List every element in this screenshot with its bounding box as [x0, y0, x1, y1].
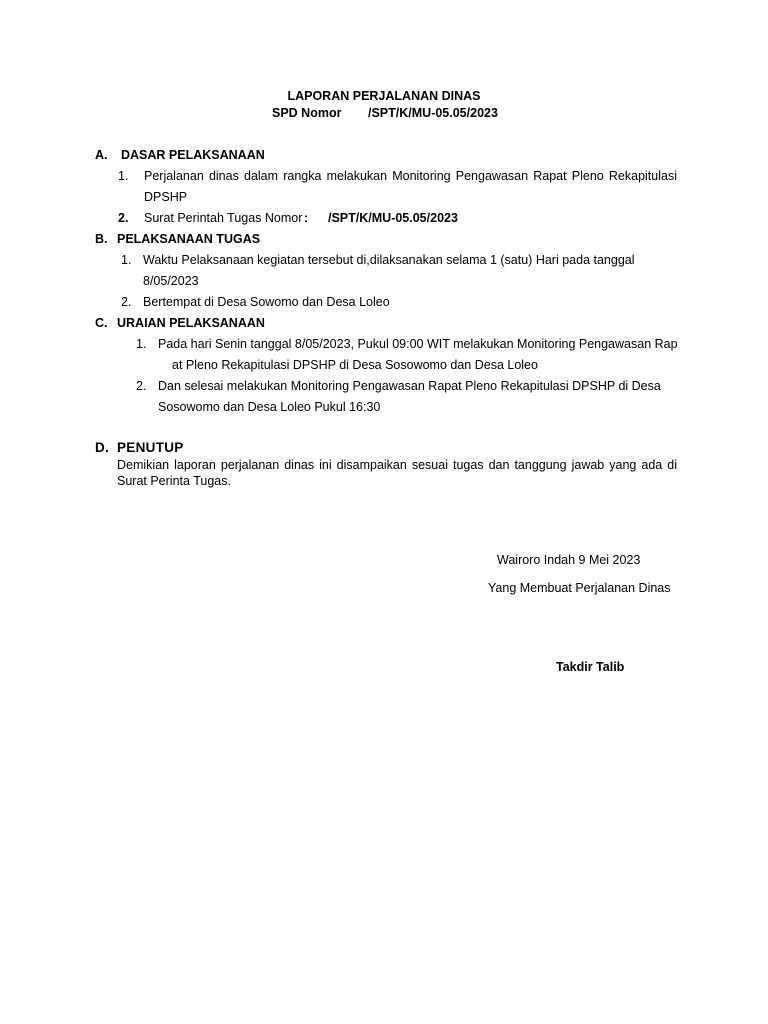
spd-number: /SPT/K/MU-05.05/2023: [368, 106, 498, 120]
section-d-letter: D.: [95, 440, 110, 455]
section-d-title: PENUTUP: [117, 440, 184, 455]
section-d-text-line1: Demikian laporan perjalanan dinas ini disampaikan sesuai tugas dan tanggung jawab yang ada di: [117, 458, 677, 472]
section-a-item2-label: Surat Perintah Tugas Nomor: [144, 211, 303, 225]
section-a-item1-line1: Perjalanan dinas dalam rangka melakukan Monitoring Pengawasan Rapat Pleno Rekapitulasi: [144, 169, 677, 183]
section-c-item2-number: 2.: [136, 379, 147, 393]
section-c-item1-line1: Pada hari Senin tanggal 8/05/2023, Pukul 09:00 WIT melakukan Monitoring Pengawasan Rap: [158, 337, 678, 351]
section-c-item1-number: 1.: [136, 337, 147, 351]
section-d-text-line2: Surat Perinta Tugas.: [117, 474, 231, 488]
section-c-item2-line2: Sosowomo dan Desa Loleo Pukul 16:30: [158, 400, 381, 414]
section-b-item1-line2: 8/05/2023: [143, 274, 199, 288]
section-b-title: PELAKSANAAN TUGAS: [117, 232, 261, 246]
section-a-item2-colon: :: [304, 211, 309, 225]
section-b-item2-text: Bertempat di Desa Sowomo dan Desa Loleo: [143, 295, 390, 309]
section-c-item2-line1: Dan selesai melakukan Monitoring Pengawasan Rapat Pleno Rekapitulasi DPSHP di Desa: [158, 379, 661, 393]
section-b-letter: B.: [95, 232, 108, 246]
section-b-item1-number: 1.: [121, 253, 132, 267]
section-c-title: URAIAN PELAKSANAAN: [117, 316, 265, 330]
signature-name: Takdir Talib: [556, 660, 625, 674]
signature-place-date: Wairoro Indah 9 Mei 2023: [497, 553, 641, 567]
section-c-item1-line2: at Pleno Rekapitulasi DPSHP di Desa Sosowomo dan Desa Loleo: [172, 358, 538, 372]
section-a-item2-value: /SPT/K/MU-05.05/2023: [328, 211, 458, 225]
section-a-item1-number: 1.: [118, 169, 129, 183]
section-a-title: DASAR PELAKSANAAN: [121, 148, 265, 162]
signature-role: Yang Membuat Perjalanan Dinas: [488, 581, 671, 595]
section-a-item2-number: 2.: [118, 211, 129, 225]
spd-label: SPD Nomor: [272, 106, 342, 120]
section-a-item1-line2: DPSHP: [144, 190, 188, 204]
section-b-item2-number: 2.: [121, 295, 132, 309]
section-c-letter: C.: [95, 316, 108, 330]
section-a-letter: A.: [95, 148, 108, 162]
section-b-item1-line1: Waktu Pelaksanaan kegiatan tersebut di,dilaksanakan selama 1 (satu) Hari pada tanggal: [143, 253, 635, 267]
document-title: LAPORAN PERJALANAN DINAS: [287, 89, 481, 103]
